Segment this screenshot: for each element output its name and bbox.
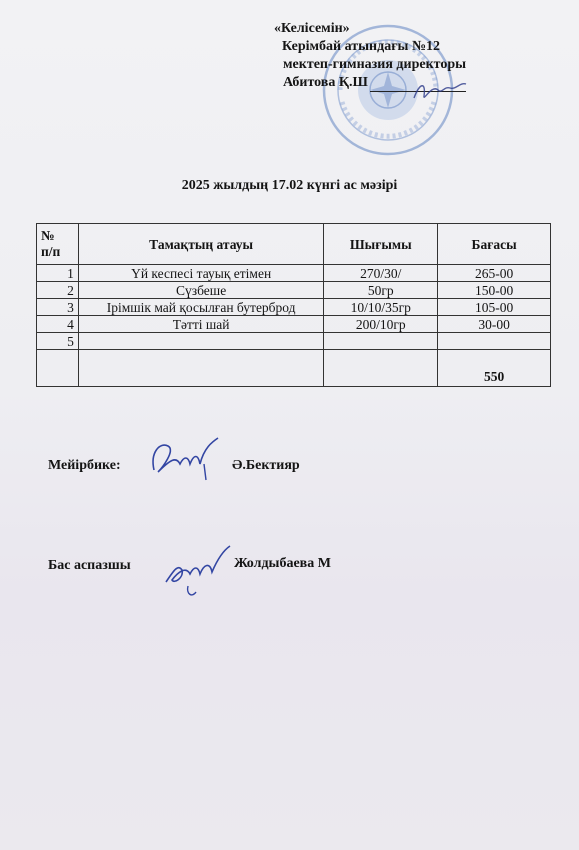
row-number: 4 — [37, 316, 79, 333]
dish-yield: 200/10гр — [324, 316, 438, 333]
header-dish-name: Тамақтың атауы — [78, 224, 323, 265]
chef-name: Жолдыбаева М — [234, 556, 331, 571]
header-yield: Шығымы — [324, 224, 438, 265]
total-empty-cell — [78, 350, 323, 387]
dish-yield: 50гр — [324, 282, 438, 299]
row-number: 3 — [37, 299, 79, 316]
dish-yield: 270/30/ — [324, 265, 438, 282]
dish-name: Сүзбеше — [78, 282, 323, 299]
dish-name — [78, 333, 323, 350]
row-number: 5 — [37, 333, 79, 350]
table-row — [37, 299, 551, 316]
director-name: Абитова Қ.Ш — [283, 75, 368, 90]
dish-price: 150-00 — [438, 282, 551, 299]
dish-yield: 10/10/35гр — [324, 299, 438, 316]
dish-price — [438, 333, 551, 350]
dish-name: Тәтті шай — [78, 316, 323, 333]
nurse-label: Мейірбике: — [48, 458, 121, 473]
row-number: 2 — [37, 282, 79, 299]
chef-label: Бас аспазшы — [48, 558, 131, 573]
dish-name: Ірімшік май қосылған бутерброд — [78, 299, 323, 316]
header-number-sign: № — [41, 228, 55, 243]
table-row — [37, 333, 551, 350]
header-number — [37, 224, 79, 265]
menu-table — [36, 223, 551, 387]
chef-signature-icon — [160, 540, 236, 600]
table-header-row — [37, 224, 551, 265]
approval-heading: «Келісемін» — [274, 21, 350, 36]
total-empty-cell — [324, 350, 438, 387]
dish-price: 30-00 — [438, 316, 551, 333]
total-empty-cell — [37, 350, 79, 387]
director-signature-icon — [410, 76, 470, 106]
approval-position: мектеп-гимназия директоры — [283, 57, 467, 72]
header-number-abbr: п/п — [41, 244, 61, 259]
header-price: Бағасы — [438, 224, 551, 265]
menu-title: 2025 жылдың 17.02 күнгі ас мәзірі — [181, 178, 398, 193]
total-price: 550 — [438, 350, 551, 387]
table-total-row — [37, 350, 551, 387]
table-row — [37, 282, 551, 299]
row-number: 1 — [37, 265, 79, 282]
nurse-name: Ә.Бектияр — [232, 458, 300, 473]
approval-school: Керімбай атындағы №12 — [282, 39, 441, 54]
table-row — [37, 316, 551, 333]
dish-price: 265-00 — [438, 265, 551, 282]
dish-yield — [324, 333, 438, 350]
nurse-signature-icon — [146, 434, 226, 484]
table-row — [37, 265, 551, 282]
dish-name: Үй кеспесі тауық етімен — [78, 265, 323, 282]
dish-price: 105-00 — [438, 299, 551, 316]
